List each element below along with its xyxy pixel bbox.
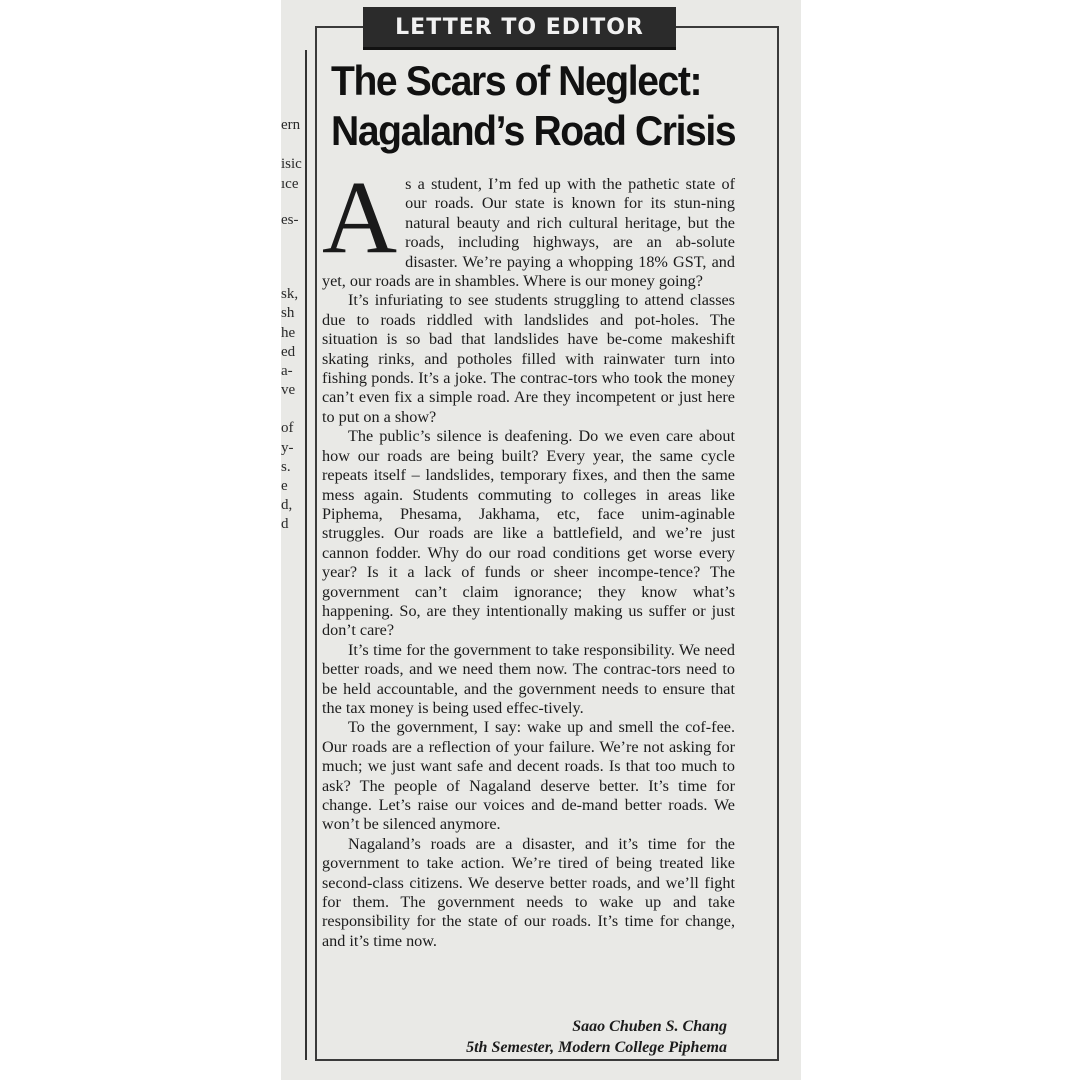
paragraph-6: Nagaland’s roads are a disaster, and it’s time for the government to take action. We’re tired of being treated like second-class citizens. We deserve better roads, and we’ll fight for them. The government needs to wake up and take responsibility for the state of our roads. It’s time for change, and it’s time now. bbox=[322, 834, 735, 950]
adjacent-text-fragment: d, bbox=[281, 497, 293, 513]
adjacent-text-fragment: ed bbox=[281, 344, 296, 360]
adjacent-text-fragment: he bbox=[281, 325, 296, 341]
author-name: Saao Chuben S. Chang bbox=[572, 1018, 727, 1035]
paragraph-2: It’s infuriating to see students struggling to attend classes due to roads riddled with landslides and pot-holes. The situation is so bad that landslides have be-come makeshift skating rinks, and potholes filled with rainwater turn into fishing ponds. It’s a joke. The contrac-tors who took the money can’t even fix a simple road. Are they incompetent or just here to put on a show? bbox=[322, 291, 735, 426]
headline-line-1: The Scars of Neglect: bbox=[331, 57, 702, 104]
drop-cap: A bbox=[322, 160, 398, 275]
adjacent-text-fragment: of bbox=[281, 420, 294, 436]
newspaper-clipping bbox=[281, 0, 801, 1080]
paragraph-1 bbox=[322, 160, 735, 291]
adjacent-text-fragment: a- bbox=[281, 363, 293, 379]
paragraph-1-text: s a student, I’m fed up with the pathetic state of our roads. Our state is known for its stun-ning natural beauty and rich cultural heritage, but the roads, including highways, are an ab-solute disaster. We’re paying a whopping 18% GST, and yet, our roads are in shambles. Where is our money going? bbox=[322, 175, 735, 291]
adjacent-text-fragment: sk, bbox=[281, 286, 299, 302]
headline-line-2: Nagaland’s Road Crisis bbox=[331, 107, 736, 154]
adjacent-text-fragment: isic bbox=[281, 156, 302, 172]
article-body bbox=[322, 160, 735, 951]
paragraph-5: To the government, I say: wake up and smell the cof-fee. Our roads are a reflection of your failure. We’re not asking for much; we just want safe and decent roads. Is that too much to ask? The people of Nagaland deserve better. It’s time for change. Let’s raise our voices and de-mand better roads. We won’t be silenced anymore. bbox=[322, 718, 735, 834]
author-affiliation: 5th Semester, Modern College Piphema bbox=[466, 1039, 727, 1056]
adjacent-text-fragment: d bbox=[281, 516, 289, 532]
adjacent-text-fragment: s. bbox=[281, 459, 291, 475]
paragraph-4: It’s time for the government to take responsibility. We need better roads, and we need them now. The contrac-tors need to be held accountable, and the government needs to ensure that the tax money is being used effec-tively. bbox=[322, 640, 735, 717]
section-label: LETTER TO EDITOR bbox=[363, 7, 676, 50]
column-rule bbox=[305, 50, 307, 1060]
adjacent-text-fragment: y- bbox=[281, 440, 294, 456]
adjacent-text-fragment: es- bbox=[281, 212, 299, 228]
paragraph-3: The public’s silence is deafening. Do we even care about how our roads are being built? Every year, the same cycle repeats itself – landslides, temporary fixes, and then the same mess again. Students commuting to colleges in areas like Piphema, Phesama, Jakhama, etc, face unim-aginable struggles. Our roads are like a battlefield, and we’re just cannon fodder. Why do our road conditions get worse every year? Is it a lack of funds or sheer incompe-tence? The government can’t claim ignorance; they know what’s happening. So, are they intentionally making us suffer or just don’t care? bbox=[322, 427, 735, 640]
adjacent-text-fragment: ıce bbox=[281, 176, 299, 192]
adjacent-text-fragment: ve bbox=[281, 382, 296, 398]
adjacent-text-fragment: ern bbox=[281, 117, 301, 133]
adjacent-column bbox=[281, 0, 307, 1080]
adjacent-text-fragment: sh bbox=[281, 305, 295, 321]
adjacent-text-fragment: e bbox=[281, 478, 288, 494]
author-signoff bbox=[466, 1016, 727, 1058]
headline bbox=[331, 56, 740, 156]
